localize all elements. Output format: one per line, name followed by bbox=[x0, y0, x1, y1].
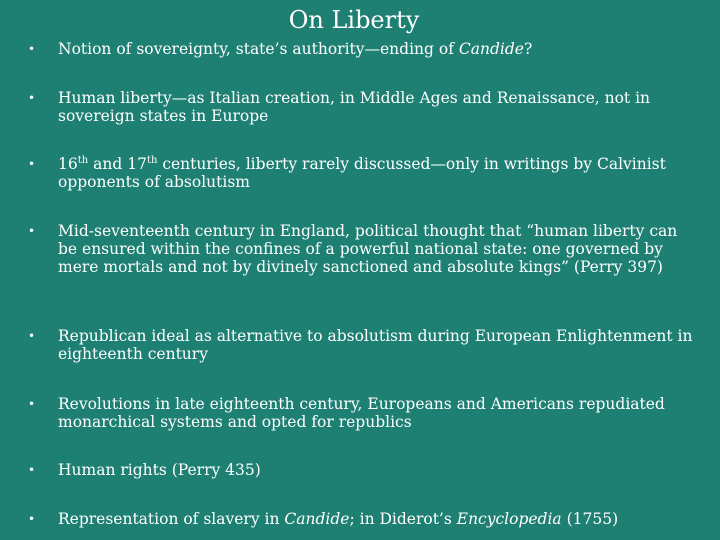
bullet-marker: • bbox=[28, 463, 36, 477]
bullet-marker: • bbox=[28, 329, 36, 343]
bullet-text-part: and bbox=[88, 155, 128, 173]
bullet-italic-title: Candide bbox=[458, 40, 524, 58]
bullet-item-8 bbox=[28, 510, 698, 528]
bullet-text bbox=[58, 40, 698, 58]
bullet-item-5 bbox=[28, 327, 698, 363]
bullet-text-part: 16 bbox=[58, 155, 78, 173]
bullet-text-part: 17 bbox=[127, 155, 147, 173]
bullet-text: Revolutions in late eighteenth century, Europeans and Americans repudiated monarchical systems and opted for republics bbox=[58, 395, 665, 431]
bullet-italic-title: Encyclopedia bbox=[456, 510, 562, 528]
bullet-marker: • bbox=[28, 397, 36, 411]
bullet-text-part: ? bbox=[523, 40, 533, 58]
bullet-marker: • bbox=[28, 91, 36, 105]
bullet-text: Human liberty—as Italian creation, in Middle Ages and Renaissance, not in sovereign states in Europe bbox=[58, 89, 651, 125]
bullet-italic-title: Candide bbox=[284, 510, 350, 528]
bullet-text: Human rights (Perry 435) bbox=[58, 461, 261, 479]
bullet-text: Mid-seventeenth century in England, political thought that “human liberty can be ensured within the confines of a powerful national state: one governed by mere mortals and not by divinely sanctioned and absolute kings” (Perry 397) bbox=[58, 222, 678, 276]
bullet-item-4 bbox=[28, 222, 698, 276]
bullet-marker: • bbox=[28, 224, 36, 238]
bullet-text-part: ; in Diderot’s bbox=[349, 510, 457, 528]
bullet-text-part: (1755) bbox=[561, 510, 619, 528]
slide-title: On Liberty bbox=[288, 6, 420, 34]
bullet-text-part: centuries, liberty rarely discussed—only in writings by Calvinist opponents of absolutism bbox=[58, 155, 666, 191]
bullet-item-2 bbox=[28, 89, 698, 125]
bullet-item-3 bbox=[28, 155, 698, 191]
bullet-item-7 bbox=[28, 461, 698, 479]
bullet-marker: • bbox=[28, 42, 36, 56]
bullet-text-part: Notion of sovereignty, state’s authority—ending of bbox=[58, 40, 459, 58]
bullet-item-6 bbox=[28, 395, 698, 431]
bullet-item-1 bbox=[28, 40, 698, 58]
ordinal-suffix: th bbox=[77, 155, 89, 166]
ordinal-suffix: th bbox=[146, 155, 158, 166]
bullet-marker: • bbox=[28, 512, 36, 526]
bullet-text: Republican ideal as alternative to absolutism during European Enlightenment in eighteenth century bbox=[58, 327, 693, 363]
bullet-text-part: Representation of slavery in bbox=[58, 510, 285, 528]
bullet-text bbox=[58, 155, 698, 191]
bullet-text bbox=[58, 510, 698, 528]
bullet-marker: • bbox=[28, 157, 36, 171]
